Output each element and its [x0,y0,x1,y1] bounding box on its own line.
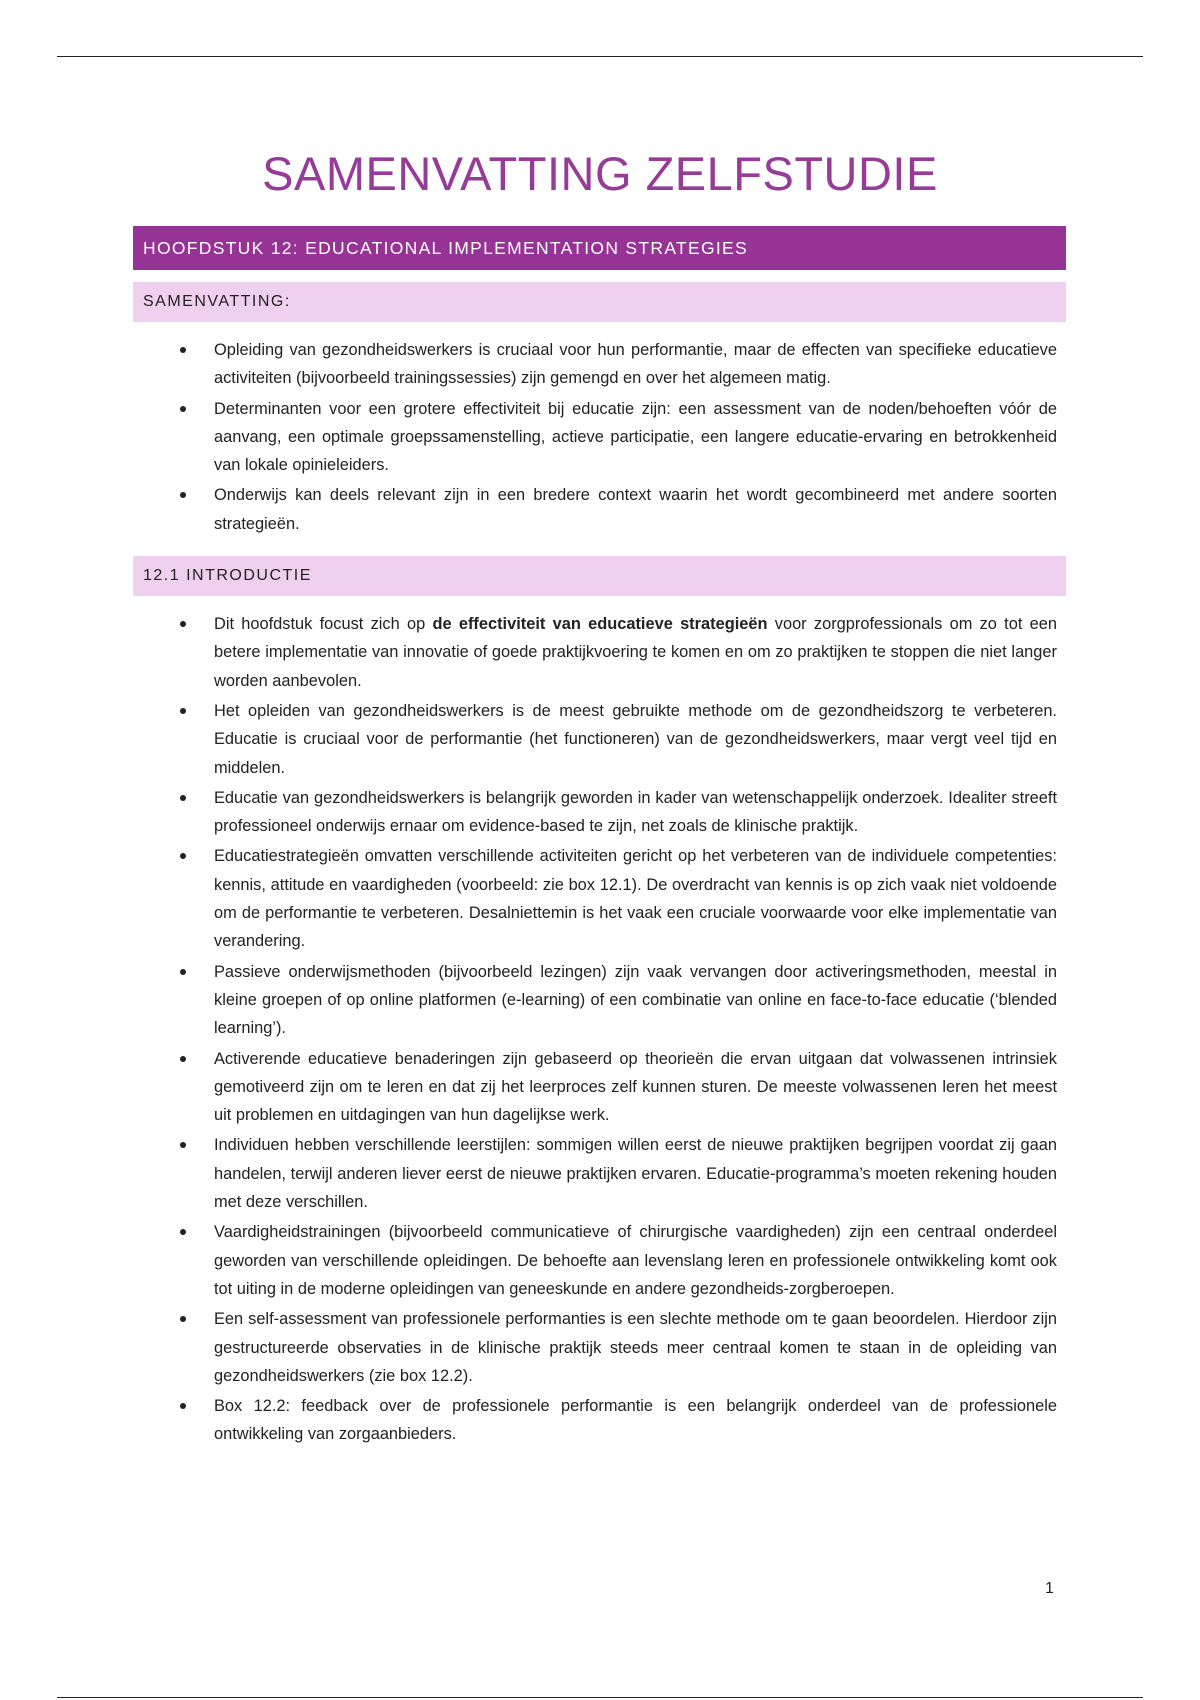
list-item [133,697,1066,782]
bullet-icon [180,708,186,714]
list-item [133,1305,1066,1390]
list-item [133,1045,1066,1130]
bullet-icon [180,406,186,412]
bullet-icon [180,969,186,975]
list-item [133,784,1066,841]
list-item-text: Determinanten voor een grotere effectiviteit bij educatie zijn: een assessment van de noden/behoeften vóór de aanvang, een optimale groepssamenstelling, actieve participatie, een langere educatie-ervaring en betrokkenheid van lokale opinieleiders. [214,399,1057,475]
list-item-text: Educatiestrategieën omvatten verschillende activiteiten gericht op het verbeteren van de individuele competenties: kennis, attitude en vaardigheden (voorbeeld: zie box 12.1). De overdracht van kennis is op zich vaak niet voldoende om de performantie te verbeteren. Desalniettemin is het vaak een cruciale voorwaarde voor elke implementatie van verandering. [214,847,1057,951]
list-item-text: Een self-assessment van professionele performanties is een slechte methode om te gaan beoordelen. Hierdoor zijn gestructureerde observaties in de klinische praktijk steeds meer centraal komen te staan in de opleiding van gezondheidswerkers (zie box 12.2). [214,1310,1057,1385]
list-item-text-before: Dit hoofdstuk focust zich op [214,615,433,634]
list-item [133,481,1066,538]
list-item-text: Het opleiden van gezondheidswerkers is de meest gebruikte methode om de gezondheidszorg te verbeteren. Educatie is cruciaal voor de performantie (het functioneren) van de gezondheidswerkers, maar vergt veel tijd en middelen. [214,701,1057,777]
list-item [133,1131,1066,1216]
bullet-icon [180,492,186,498]
list-item-text: Opleiding van gezondheidswerkers is cruciaal voor hun performantie, maar de effecten van specifieke educatieve activiteiten (bijvoorbeeld trainingssessies) zijn gemengd en over het algemeen matig. [214,341,1057,388]
list-item-text: Vaardigheidstrainingen (bijvoorbeeld communicatieve of chirurgische vaardigheden) zijn een centraal onderdeel geworden van verschillende opleidingen. De behoefte aan levenslang leren en professionele ontwikkeling komt ook tot uiting in de moderne opleidingen van geneeskunde en andere gezondheids-zorgberoepen. [214,1223,1057,1298]
list-item [133,1392,1066,1449]
intro-heading: 12.1 INTRODUCTIE [133,556,1066,596]
bullet-icon [180,1056,186,1062]
summary-list [133,336,1066,538]
list-item [133,395,1066,480]
summary-heading: SAMENVATTING: [133,282,1066,322]
chapter-heading: HOOFDSTUK 12: EDUCATIONAL IMPLEMENTATION STRATEGIES [133,226,1066,270]
bullet-icon [180,1229,186,1235]
list-item-emphasis: de effectiviteit van educatieve strategieën [432,615,768,634]
list-item [133,610,1066,695]
bullet-icon [180,1142,186,1148]
page-number: 1 [1045,1580,1054,1597]
bottom-rule [57,1697,1143,1698]
bullet-icon [180,1403,186,1409]
list-item-text: Passieve onderwijsmethoden (bijvoorbeeld lezingen) zijn vaak vervangen door activeringsmethoden, meestal in kleine groepen of op online platformen (e-learning) of een combinatie van online en face-to-face educatie (‘blended learning’). [214,962,1057,1038]
bullet-icon [180,853,186,859]
list-item-text-after: voor zorgprofessionals om zo tot een betere implementatie van innovatie of goede praktijkvoering te komen en om zo praktijken te stoppen die niet langer worden aanbevolen. [214,615,1057,690]
bullet-icon [180,621,186,627]
document-body [133,226,1066,1451]
list-item-text: Activerende educatieve benaderingen zijn gebaseerd op theorieën die ervan uitgaan dat volwassenen intrinsiek gemotiveerd zijn om te leren en dat zij het leerproces zelf kunnen sturen. De meeste volwassenen leren het meest uit problemen en uitdagingen van hun dagelijkse werk. [214,1049,1057,1125]
top-rule [57,56,1143,57]
list-item [133,1218,1066,1303]
list-item-text: Individuen hebben verschillende leerstijlen: sommigen willen eerst de nieuwe praktijken begrijpen voordat zij gaan handelen, terwijl anderen liever eerst de nieuwe praktijken ervaren. Educatie-programma’s moeten rekening houden met deze verschillen. [214,1136,1057,1212]
list-item-text: Onderwijs kan deels relevant zijn in een bredere context waarin het wordt gecombineerd met andere soorten strategieën. [214,486,1057,533]
page-title: SAMENVATTING ZELFSTUDIE [262,147,938,200]
intro-list [133,610,1066,1449]
list-item [133,958,1066,1043]
list-item-text: Box 12.2: feedback over de professionele performantie is een belangrijk onderdeel van de professionele ontwikkeling van zorgaanbieders. [214,1397,1057,1444]
list-item-text: Educatie van gezondheidswerkers is belangrijk geworden in kader van wetenschappelijk onderzoek. Idealiter streeft professioneel onderwijs ernaar om evidence-based te zijn, net zoals de klinische praktijk. [214,788,1057,836]
bullet-icon [180,347,186,353]
bullet-icon [180,795,186,801]
list-item [133,842,1066,955]
bullet-icon [180,1316,186,1322]
list-item [133,336,1066,393]
